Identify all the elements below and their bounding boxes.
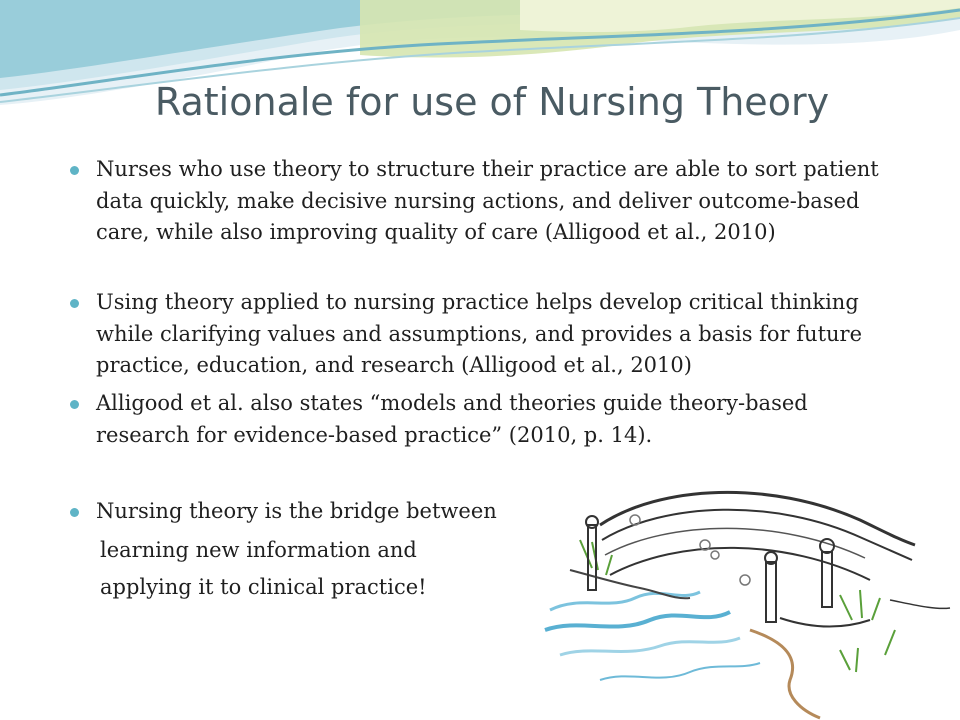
closing-line-2: learning new information and — [100, 538, 417, 562]
closing-line-3: applying it to clinical practice! — [100, 575, 427, 599]
bullet-dot-icon — [70, 508, 79, 517]
bullet-text-1: Nurses who use theory to structure their practice are able to sort patient data quickly, make decisive nursing actions, and deliver outcome-based care, while also improving quality of care (Alligood et al., 2010) — [96, 157, 879, 244]
bridge-illustration — [540, 480, 960, 720]
bullet-text-3: Alligood et al. also states “models and theories guide theory-based research for evidence-based practice” (2010, p. 14). — [96, 391, 808, 447]
slide-title: Rationale for use of Nursing Theory — [154, 80, 830, 124]
bullet-dot-icon — [70, 299, 79, 308]
bullet-dot-icon — [70, 166, 79, 175]
bullet-item-4 — [70, 496, 530, 528]
bullet-dot-icon — [70, 400, 79, 409]
bullet-item-1 — [70, 154, 890, 282]
bullet-item-3 — [70, 388, 890, 452]
bullet-text-2: Using theory applied to nursing practice helps develop critical thinking while clarifying values and assumptions, and provides a basis for future practice, education, and research (Alligood et al., 2010) — [96, 290, 863, 377]
closing-line-1: Nursing theory is the bridge between — [96, 499, 497, 523]
bullet-item-2 — [70, 287, 890, 383]
